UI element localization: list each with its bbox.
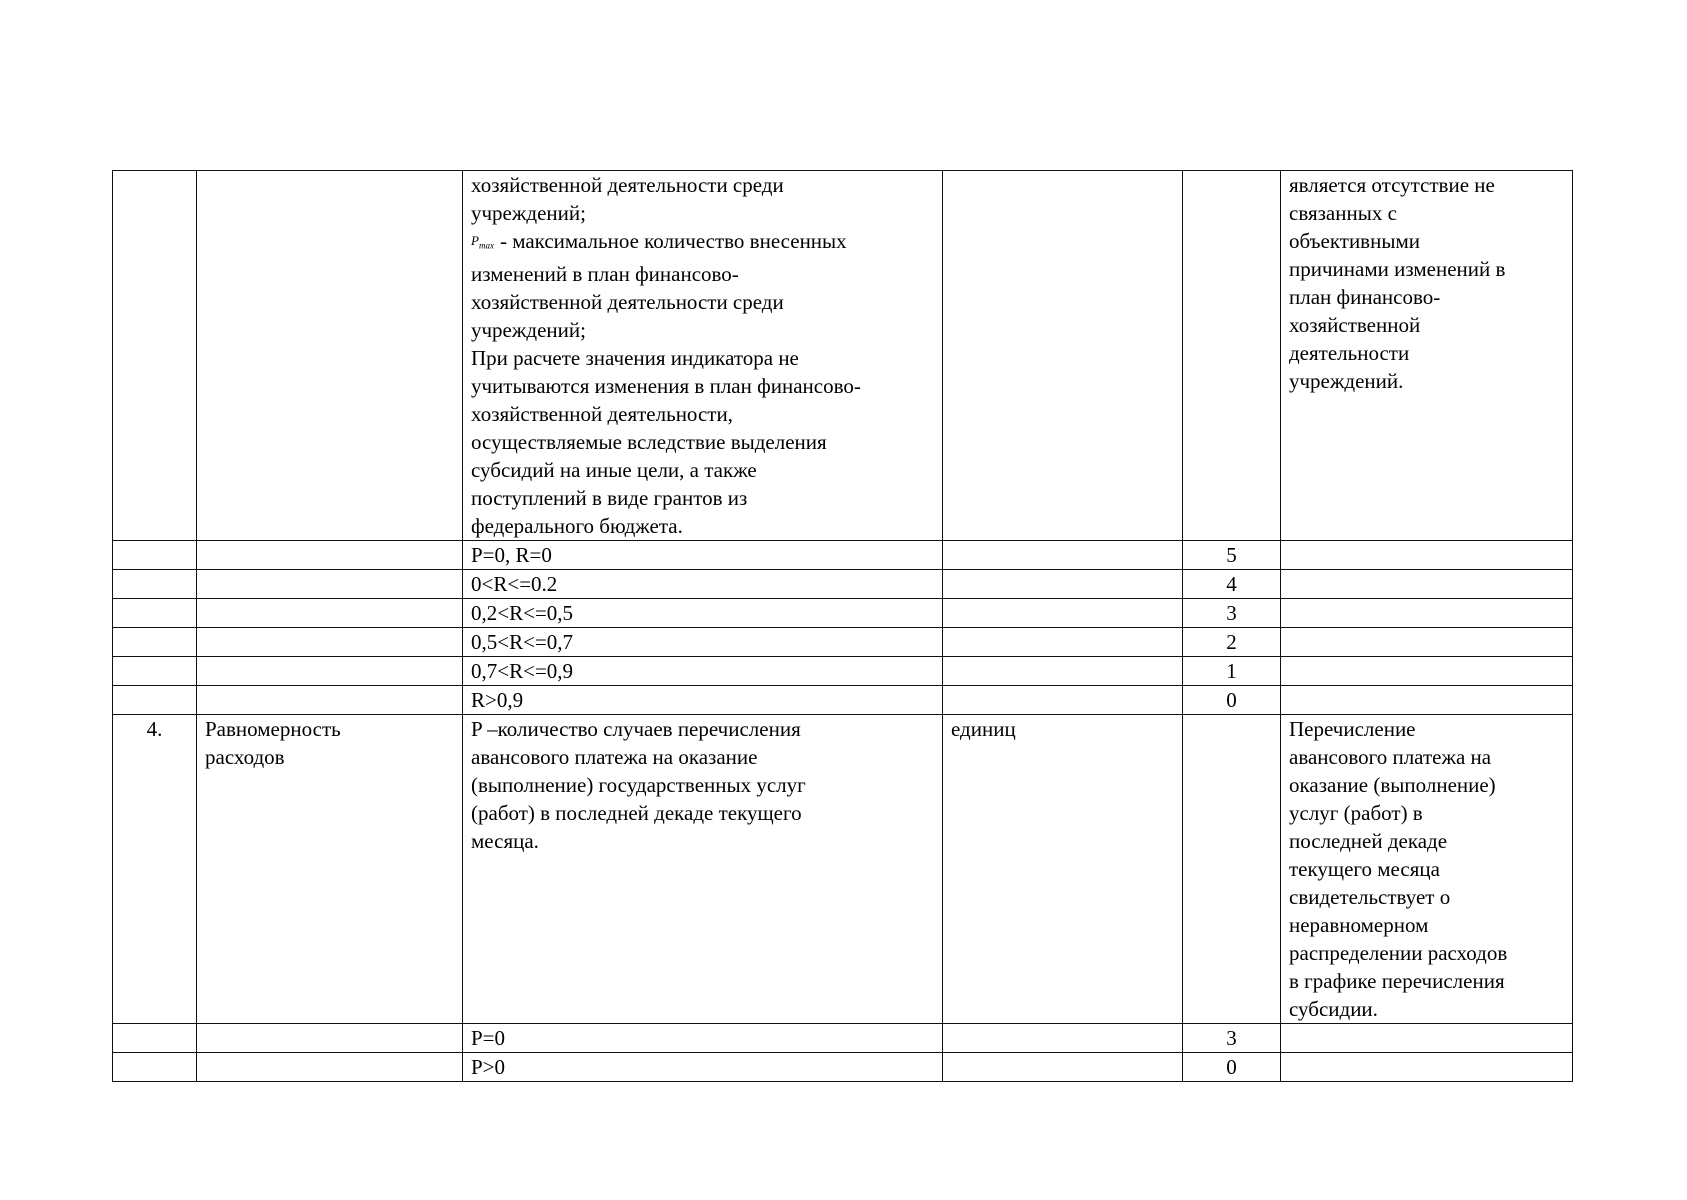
text-line: распределении расходов — [1289, 940, 1508, 965]
text-line: (работ) в последней декаде текущего — [471, 800, 802, 825]
text-line: авансового платежа на — [1289, 744, 1492, 769]
score-value: 4 — [1183, 569, 1281, 598]
score-value: 1 — [1183, 656, 1281, 685]
text-line: хозяйственной — [1289, 313, 1421, 337]
text-line: месяца. — [471, 828, 539, 853]
indicator-name-cell — [197, 171, 463, 541]
condition-cell: 0,2<R<=0,5 — [463, 598, 943, 627]
score-value: 5 — [1183, 540, 1281, 569]
text-line: текущего месяца — [1289, 856, 1440, 881]
score-row — [113, 685, 1573, 714]
score-value: 0 — [1183, 685, 1281, 714]
comment-cell — [1281, 714, 1573, 1023]
text-line: свидетельствует о — [1289, 884, 1451, 909]
table-row — [113, 171, 1573, 541]
text-line: федерального бюджета. — [471, 513, 683, 538]
formula-cell — [463, 714, 943, 1023]
text-line: субсидий на иные цели, а также — [471, 457, 757, 482]
text-line: хозяйственной деятельности среди — [471, 173, 784, 197]
table-row — [113, 714, 1573, 1023]
condition-cell: 0,5<R<=0,7 — [463, 627, 943, 656]
text-line: осуществляемые вследствие выделения — [471, 429, 827, 454]
text-line: в графике перечисления — [1289, 968, 1505, 993]
text-line: план финансово- — [1289, 285, 1441, 309]
text-line: изменений в план финансово- — [471, 261, 739, 286]
score-value: 0 — [1183, 1052, 1281, 1081]
comment-cell — [1281, 171, 1573, 541]
formula-cell — [463, 171, 943, 541]
text-line: является отсутствие не — [1289, 173, 1495, 197]
indicator-name-cell — [197, 714, 463, 1023]
text-line: учреждений. — [1289, 369, 1404, 393]
score-row — [113, 627, 1573, 656]
score-cell — [1183, 171, 1281, 541]
text-line: поступлений в виде грантов из — [471, 485, 748, 510]
score-cell — [1183, 714, 1281, 1023]
score-row — [113, 540, 1573, 569]
text-line: Равномерность — [205, 716, 341, 741]
score-row — [113, 1052, 1573, 1081]
text-line: авансового платежа на оказание — [471, 744, 758, 769]
text-line: P –количество случаев перечисления — [471, 716, 801, 741]
text-line: причинами изменений в — [1289, 257, 1506, 281]
text-line: учитываются изменения в план финансово- — [471, 373, 861, 398]
condition-cell: 0<R<=0.2 — [463, 569, 943, 598]
number-cell: 4. — [113, 714, 197, 1023]
text-line: (выполнение) государственных услуг — [471, 772, 806, 797]
text-line: деятельности — [1289, 341, 1410, 365]
condition-cell: P>0 — [463, 1052, 943, 1081]
score-value: 3 — [1183, 1023, 1281, 1052]
text-line: последней декаде — [1289, 828, 1448, 853]
condition-cell: 0,7<R<=0,9 — [463, 656, 943, 685]
text-line: объективными — [1289, 229, 1420, 253]
condition-cell: R>0,9 — [463, 685, 943, 714]
text-line: хозяйственной деятельности среди — [471, 289, 784, 314]
text-line: учреждений; — [471, 317, 586, 342]
text-line: хозяйственной деятельности, — [471, 401, 733, 426]
indicators-table — [112, 170, 1573, 1082]
score-row — [113, 1023, 1573, 1052]
score-row — [113, 598, 1573, 627]
condition-cell: P=0 — [463, 1023, 943, 1052]
number-cell — [113, 171, 197, 541]
unit-cell — [943, 171, 1183, 541]
text-line: $^{P_{max}}$ - максимальное количество внесенных — [471, 229, 847, 253]
score-value: 3 — [1183, 598, 1281, 627]
text-line: неравномерном — [1289, 912, 1429, 937]
pmax-symbol: Pmax — [471, 233, 494, 251]
unit-cell: единиц — [943, 714, 1183, 1023]
condition-cell: P=0, R=0 — [463, 540, 943, 569]
text-line: Перечисление — [1289, 716, 1416, 741]
text-line: оказание (выполнение) — [1289, 772, 1496, 797]
text-line: расходов — [205, 744, 285, 769]
text-line: субсидии. — [1289, 996, 1378, 1021]
text-line: услуг (работ) в — [1289, 800, 1423, 825]
text-line: При расчете значения индикатора не — [471, 345, 799, 370]
text-line: учреждений; — [471, 201, 586, 225]
score-value: 2 — [1183, 627, 1281, 656]
score-row — [113, 569, 1573, 598]
text-line: связанных с — [1289, 201, 1397, 225]
score-row — [113, 656, 1573, 685]
